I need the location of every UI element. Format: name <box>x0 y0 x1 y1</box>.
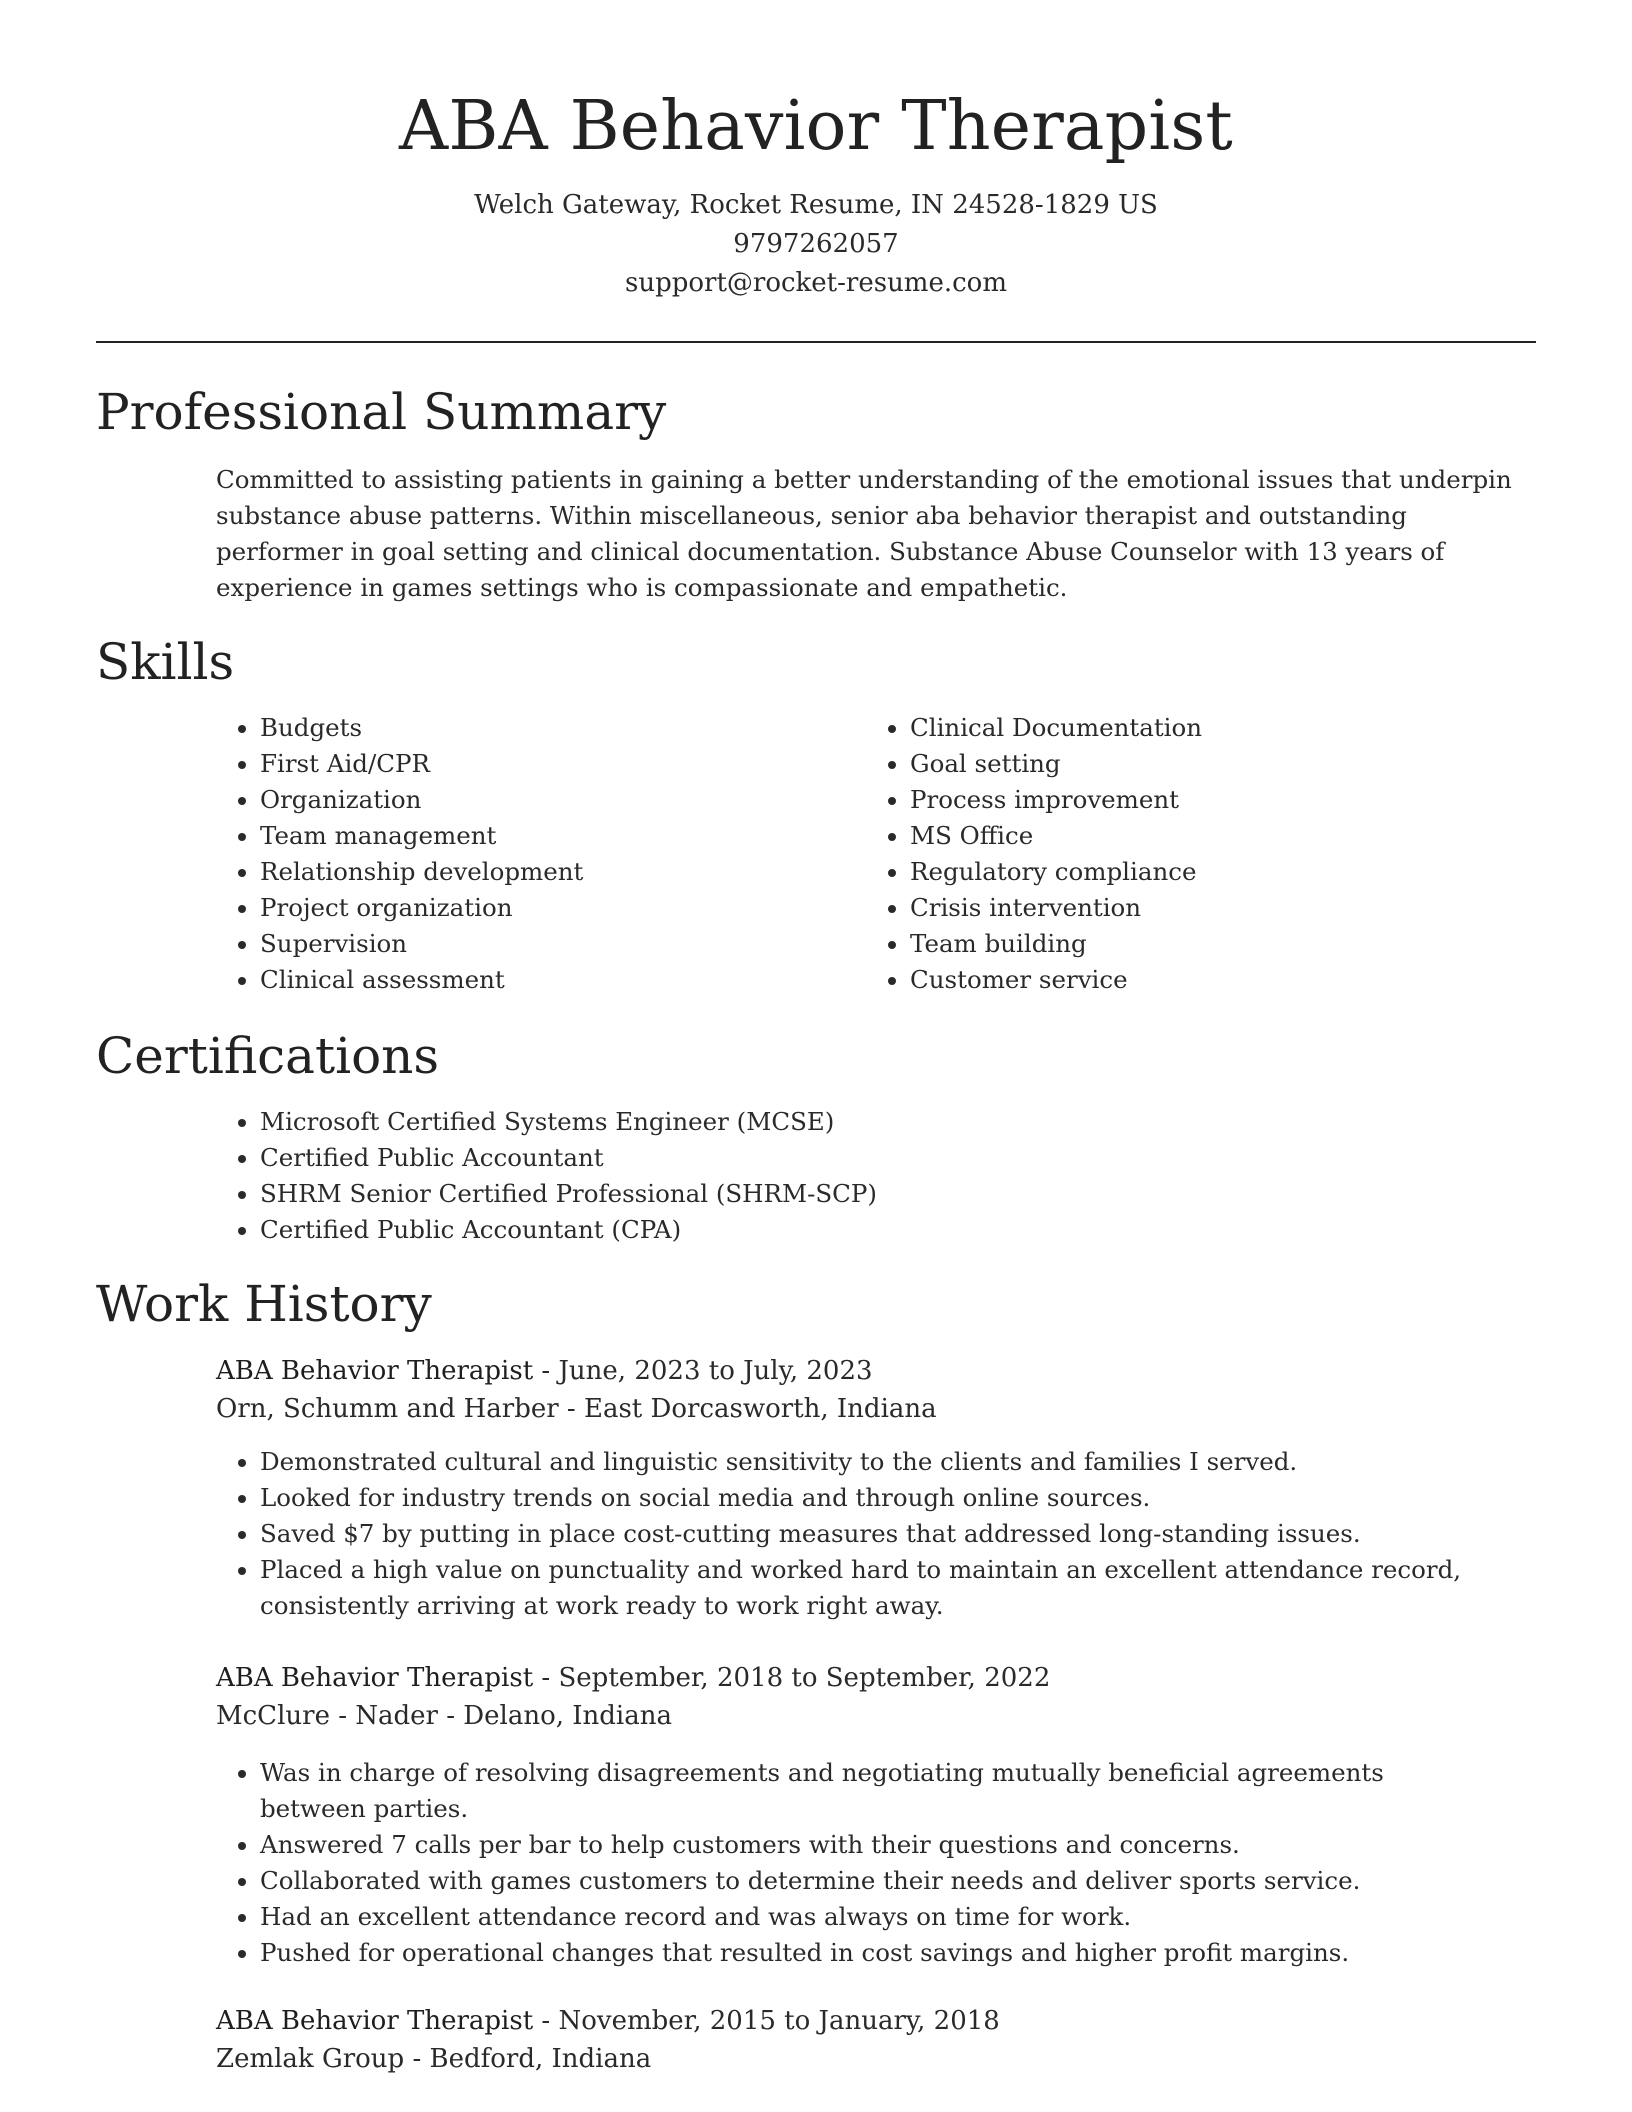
job-company-line <box>216 1697 1526 1735</box>
skill-item: • Team building <box>910 926 1516 962</box>
certification-item: • SHRM Senior Certified Professional (SHRM-SCP) <box>260 1176 1536 1212</box>
summary-text: Committed to assisting patients in gaining a better understanding of the emotional issues that underpin substance abuse patterns. Within miscellaneous, senior aba behavior therapist and outstanding performer in goal setting and clinical documentation. Substance Abuse Counselor with 13 years of experience in games settings who is compassionate and empathetic. <box>216 465 1512 602</box>
job-company-line <box>216 2040 1526 2078</box>
job-role: ABA Behavior Therapist <box>216 2006 534 2036</box>
contact-email: support@rocket-resume.com <box>624 268 1007 298</box>
contact-address: Welch Gateway, Rocket Resume, IN 24528-1829 US <box>474 190 1158 220</box>
job-role: ABA Behavior Therapist <box>216 1663 534 1693</box>
job-bullet: • Was in charge of resolving disagreements and negotiating mutually beneficial agreements between parties. <box>260 1755 1476 1827</box>
skill-item: • Supervision <box>260 926 866 962</box>
skill-item: • Team management <box>260 818 866 854</box>
job-bullet: • Placed a high value on punctuality and worked hard to maintain an excellent attendance record, consistently arriving at work ready to work right away. <box>260 1552 1476 1624</box>
skill-item: • Customer service <box>910 962 1516 998</box>
job-location: - Bedford, Indiana <box>404 2044 652 2074</box>
summary-section <box>96 380 1536 444</box>
job-title-line <box>216 2002 1526 2040</box>
skills-section <box>96 630 1536 694</box>
job-title-line <box>216 1352 1526 1390</box>
job-dates: - June, 2023 to July, 2023 <box>533 1356 873 1386</box>
candidate-name: ABA Behavior Therapist <box>399 87 1233 166</box>
skill-item: • Process improvement <box>910 782 1516 818</box>
job-title-line <box>216 1659 1526 1697</box>
job-company-line <box>216 1390 1526 1428</box>
header-divider <box>96 341 1536 343</box>
skills-column-left <box>216 710 866 998</box>
skill-item: • Relationship development <box>260 854 866 890</box>
job-company: Orn, Schumm and Harber <box>216 1394 559 1424</box>
job-bullets <box>216 1755 1536 1971</box>
skill-item: • Goal setting <box>910 746 1516 782</box>
skills-columns <box>216 710 1536 998</box>
job-bullet: • Answered 7 calls per bar to help customers with their questions and concerns. <box>260 1827 1476 1863</box>
skill-item: • First Aid/CPR <box>260 746 866 782</box>
job-company: McClure - Nader <box>216 1701 438 1731</box>
certifications-section <box>96 1024 1536 1088</box>
skills-column-right <box>866 710 1516 998</box>
job-bullet: • Saved $7 by putting in place cost-cutting measures that addressed long-standing issues. <box>260 1516 1476 1552</box>
job-entry <box>216 1352 1526 1428</box>
contact-phone: 9797262057 <box>733 229 899 259</box>
resume-header <box>0 82 1632 303</box>
certifications-list <box>216 1104 1536 1248</box>
job-company: Zemlak Group <box>216 2044 405 2074</box>
job-bullet: • Collaborated with games customers to determine their needs and deliver sports service. <box>260 1863 1476 1899</box>
job-bullet: • Demonstrated cultural and linguistic sensitivity to the clients and families I served. <box>260 1444 1476 1480</box>
work-history-heading: Work History <box>96 1275 432 1333</box>
job-bullet: • Pushed for operational changes that resulted in cost savings and higher profit margins. <box>260 1935 1476 1971</box>
job-location: - Delano, Indiana <box>437 1701 672 1731</box>
skill-item: • Budgets <box>260 710 866 746</box>
skill-item: • Regulatory compliance <box>910 854 1516 890</box>
certification-item: • Certified Public Accountant (CPA) <box>260 1212 1536 1248</box>
skill-item: • Clinical Documentation <box>910 710 1516 746</box>
work-history-section <box>96 1272 1536 1336</box>
job-bullets <box>216 1444 1536 1624</box>
contact-block <box>0 186 1632 303</box>
skill-item: • MS Office <box>910 818 1516 854</box>
skill-item: • Organization <box>260 782 866 818</box>
job-entry <box>216 2002 1526 2078</box>
job-role: ABA Behavior Therapist <box>216 1356 534 1386</box>
job-bullet: • Looked for industry trends on social media and through online sources. <box>260 1480 1476 1516</box>
certification-item: • Microsoft Certified Systems Engineer (MCSE) <box>260 1104 1536 1140</box>
job-entry <box>216 1659 1526 1735</box>
summary-heading: Professional Summary <box>96 383 667 441</box>
certification-item: • Certified Public Accountant <box>260 1140 1536 1176</box>
job-bullet: • Had an excellent attendance record and was always on time for work. <box>260 1899 1476 1935</box>
skill-item: • Clinical assessment <box>260 962 866 998</box>
skill-item: • Crisis intervention <box>910 890 1516 926</box>
certifications-heading: Certifications <box>96 1027 440 1085</box>
job-location: - East Dorcasworth, Indiana <box>558 1394 937 1424</box>
skills-heading: Skills <box>96 633 235 691</box>
job-dates: - November, 2015 to January, 2018 <box>533 2006 1000 2036</box>
job-dates: - September, 2018 to September, 2022 <box>533 1663 1051 1693</box>
skill-item: • Project organization <box>260 890 866 926</box>
